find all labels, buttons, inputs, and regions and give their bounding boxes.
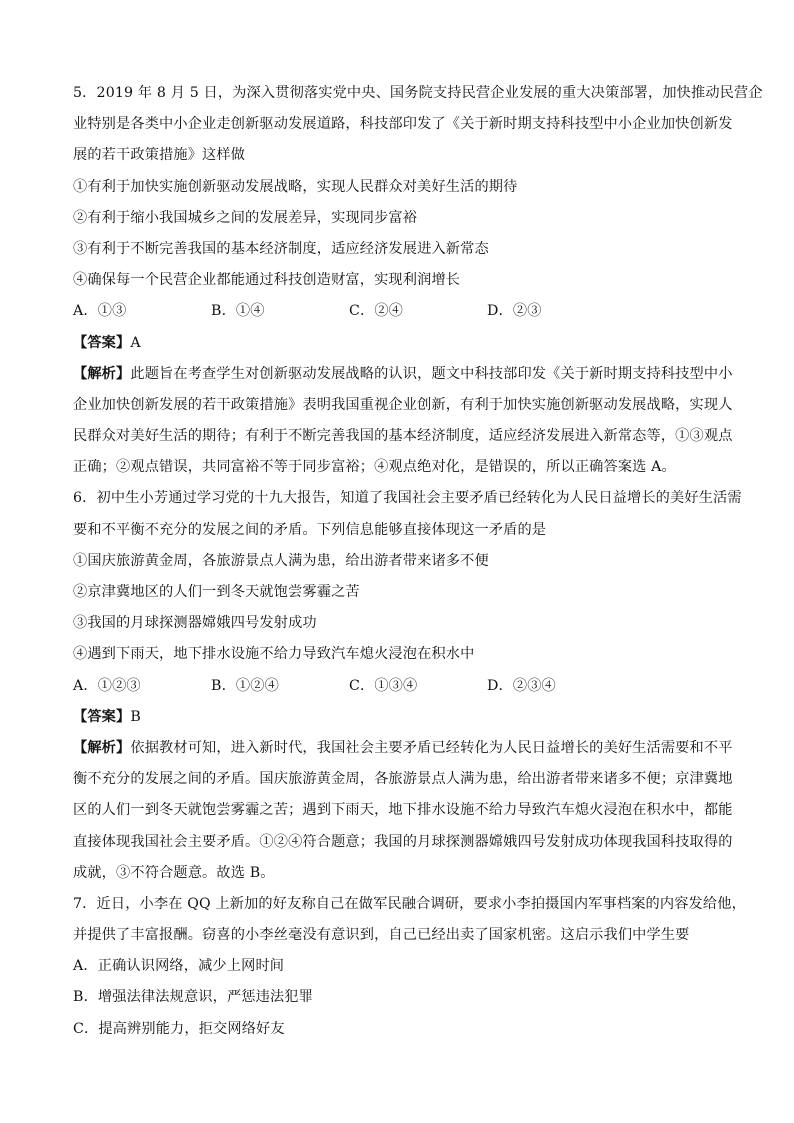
option-b: B．增强法律法规意识，严惩违法犯罪 <box>73 989 313 1006</box>
analysis-text: 依据教材可知，进入新时代，我国社会主要矛盾已经转化为人民日益增长的美好生活需要和不平 <box>130 739 733 756</box>
analysis-text: 成就，③不符合题意。故选 B。 <box>73 864 275 881</box>
statement-1: ①国庆旅游黄金周，各旅游景点人满为患，给出游者带来诸多不便 <box>73 552 489 569</box>
analysis-text: 民群众对美好生活的期待；有利于不断完善我国的基本经济制度，适应经济发展进入新常态等，①③观点 <box>73 428 733 445</box>
option-b: B．①④ <box>211 303 265 320</box>
analysis-label: 【解析】 <box>73 365 131 382</box>
option-c: C．①③④ <box>349 677 418 694</box>
option-a: A．①②③ <box>73 677 141 694</box>
question-stem-line: 5．2019 年 8 月 5 日，为深入贯彻落实党中央、国务院支持民营企业发展的重大决策部署，加快推动民营企 <box>73 85 763 101</box>
document-page <box>73 78 763 1045</box>
answer-line <box>73 702 725 733</box>
option-a: A．正确认识网络，减少上网时间 <box>73 958 285 975</box>
question-stem-line: 7．近日，小李在 QQ 上新加的好友称自己在做军民融合调研，要求小李拍摄国内军事档案的内容发给他， <box>73 895 746 912</box>
answer-value: A <box>130 334 141 351</box>
option-d: D．②③ <box>487 303 542 320</box>
answer-value: B <box>130 708 141 725</box>
analysis-text: 区的人们一到冬天就饱尝雾霾之苦；遇到下雨天，地下排水设施不给力导致汽车熄火浸泡在积水中，都能 <box>73 802 733 819</box>
option-c: C．②④ <box>349 303 404 320</box>
answer-options <box>73 296 725 327</box>
option-c: C．提高辨别能力，拒交网络好友 <box>73 1020 285 1037</box>
option-b: B．①②④ <box>211 677 279 694</box>
statement-2: ②京津冀地区的人们一到冬天就饱尝雾霾之苦 <box>73 584 360 600</box>
statement-2: ②有利于缩小我国城乡之间的发展差异，实现同步富裕 <box>73 209 418 226</box>
analysis-line <box>73 359 733 390</box>
question-stem-line: 要和不平衡不充分的发展之间的矛盾。下列信息能够直接体现这一矛盾的是 <box>73 521 547 538</box>
answer-label: 【答案】 <box>73 334 131 351</box>
statement-3: ③有利于不断完善我国的基本经济制度，适应经济发展进入新常态 <box>73 240 489 257</box>
answer-line <box>73 328 725 359</box>
question-7 <box>73 889 746 1045</box>
statement-3: ③我国的月球探测器嫦娥四号发射成功 <box>73 615 317 632</box>
analysis-text: 此题旨在考查学生对创新驱动发展战略的认识，题文中科技部印发《关于新时期支持科技型中小 <box>130 365 733 382</box>
question-5 <box>73 78 763 483</box>
question-stem-line: 6．初中生小芳通过学习党的十九大报告，知道了我国社会主要矛盾已经转化为人民日益增长的美好生活需 <box>73 490 742 507</box>
analysis-text: 衡不充分的发展之间的矛盾。国庆旅游黄金周，各旅游景点人满为患，给出游者带来诸多不便；京津冀地 <box>73 771 733 788</box>
analysis-line <box>73 733 733 764</box>
option-d: D．②③④ <box>487 677 556 694</box>
question-6 <box>73 483 742 888</box>
option-a: A．①③ <box>73 303 127 320</box>
analysis-text: 企业加快创新发展的若干政策措施》表明我国重视企业创新，有利于加快实施创新驱动发展战略，实现人 <box>73 396 733 413</box>
analysis-label: 【解析】 <box>73 739 131 756</box>
answer-label: 【答案】 <box>73 708 131 725</box>
question-stem-line: 展的若干政策措施》这样做 <box>73 147 246 164</box>
statement-4: ④确保每一个民营企业都能通过科技创造财富，实现利润增长 <box>73 272 461 289</box>
question-stem-line: 业特别是各类中小企业走创新驱动发展道路，科技部印发了《关于新时期支持科技型中小企业加快创新发 <box>73 116 733 133</box>
statement-4: ④遇到下雨天，地下排水设施不给力导致汽车熄火浸泡在积水中 <box>73 646 475 663</box>
answer-options <box>73 671 725 702</box>
analysis-text: 直接体现我国社会主要矛盾。①②④符合题意；我国的月球探测器嫦娥四号发射成功体现我国科技取得的 <box>73 833 733 850</box>
question-stem-line: 并提供了丰富报酬。窃喜的小李丝毫没有意识到，自己已经出卖了国家机密。这启示我们中学生要 <box>73 927 690 944</box>
statement-1: ①有利于加快实施创新驱动发展战略，实现人民群众对美好生活的期待 <box>73 178 518 195</box>
analysis-text: 正确；②观点错误，共同富裕不等于同步富裕；④观点绝对化，是错误的，所以正确答案选 A。 <box>73 459 676 476</box>
